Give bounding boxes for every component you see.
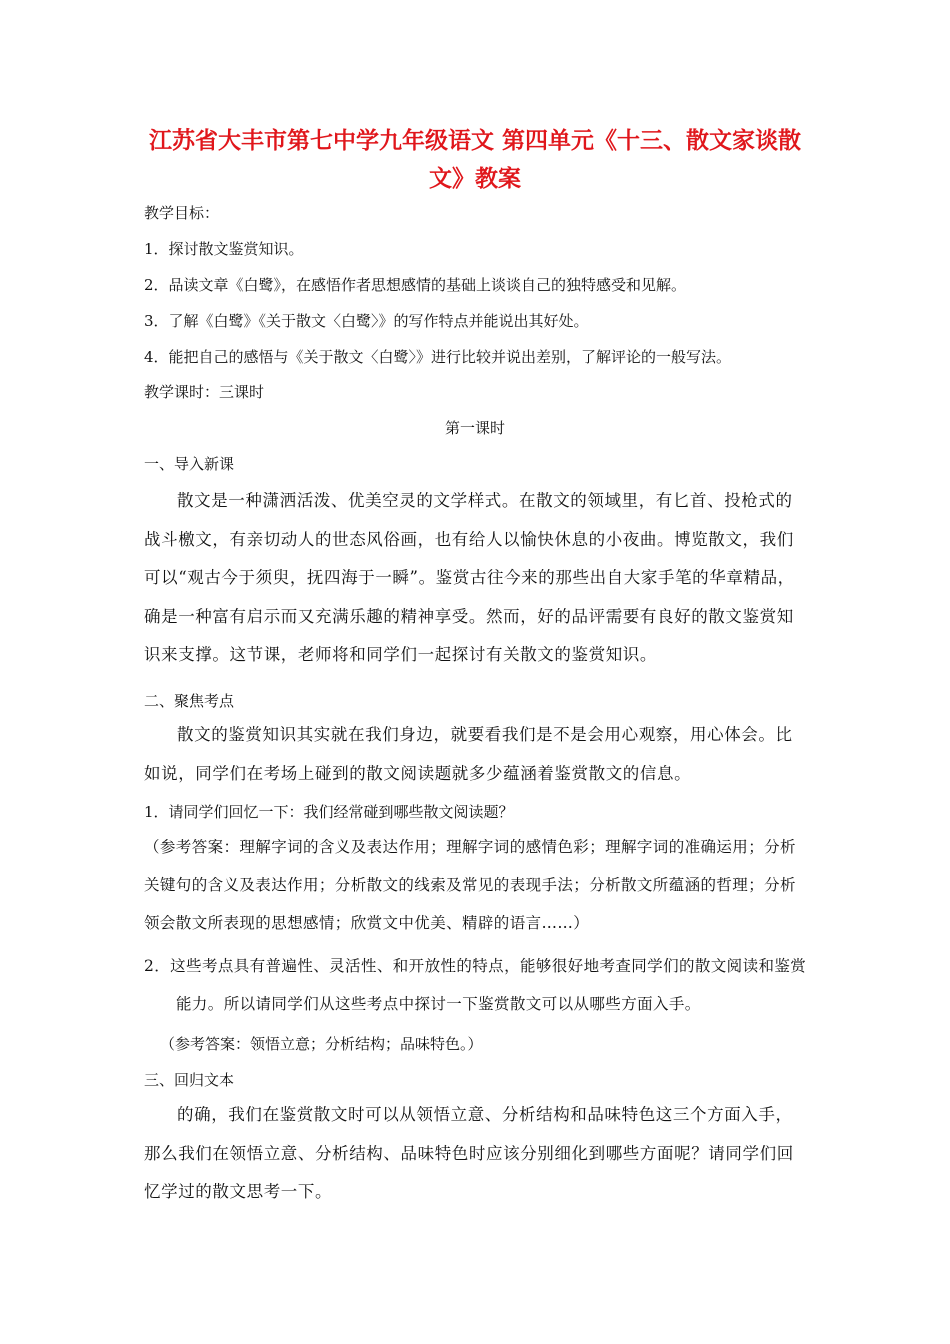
section3-paragraph: 的确，我们在鉴赏散文时可以从领悟立意、分析结构和品味特色这三个方面入手，那么我们在领悟立意、分析结构、品味特色时应该分别细化到哪些方面呢？请同学们回忆学过的散文思考一下。 bbox=[144, 1105, 794, 1202]
question-2: 2．这些考点具有普遍性、灵活性、和开放性的特点，能够很好地考查同学们的散文阅读和鉴赏能力。所以请同学们从这些考点中探讨一下鉴赏散文可以从哪些方面入手。 bbox=[144, 957, 807, 1013]
objective-item-4: 4．能把自己的感悟与《关于散文〈白鹭〉》进行比较并说出差别，了解评论的一般写法。 bbox=[144, 348, 732, 366]
section3-heading: 三、回归文本 bbox=[144, 1071, 235, 1089]
lesson-title: 第一课时 bbox=[444, 419, 505, 437]
question-2-answer: （参考答案：领悟立意；分析结构；品味特色。） bbox=[160, 1035, 483, 1053]
objective-item-3: 3．了解《白鹭》《关于散文〈白鹭〉》的写作特点并能说出其好处。 bbox=[144, 312, 589, 330]
document-title-line1: 江苏省大丰市第七中学九年级语文 第四单元《十三、散文家谈散 bbox=[148, 128, 801, 154]
objective-item-2: 2．品读文章《白鹭》，在感悟作者思想感情的基础上谈谈自己的独特感受和见解。 bbox=[144, 276, 687, 294]
section2-paragraph: 散文的鉴赏知识其实就在我们身边，就要看我们是不是会用心观察，用心体会。比如说，同学们在考场上碰到的散文阅读题就多少蕴涵着鉴赏散文的信息。 bbox=[144, 725, 793, 783]
section1-heading: 一、导入新课 bbox=[144, 455, 235, 473]
document-title-line2: 文》教案 bbox=[429, 166, 521, 192]
objective-item-1: 1．探讨散文鉴赏知识。 bbox=[144, 240, 304, 258]
section1-paragraph: 散文是一种潇洒活泼、优美空灵的文学样式。在散文的领域里，有匕首、投枪式的战斗檄文，有亲切动人的世态风俗画，也有给人以愉快休息的小夜曲。博览散文，我们可以“观古今于须臾，抚四海于一瞬”。鉴赏古往今来的那些出自大家手笔的华章精品，确是一种富有启示而又充满乐趣的精神享受。然而，好的品评需要有良好的散文鉴赏知识来支撑。这节课，老师将和同学们一起探讨有关散文的鉴赏知识。 bbox=[144, 491, 795, 665]
objectives-heading: 教学目标： bbox=[144, 204, 220, 222]
question-1: 1．请同学们回忆一下：我们经常碰到哪些散文阅读题？ bbox=[144, 803, 514, 821]
question-1-answer: （参考答案：理解字词的含义及表达作用；理解字词的感情色彩；理解字词的准确运用；分析关键句的含义及表达作用；分析散文的线索及常见的表现手法；分析散文所蕴涵的哲理；分析领会散文所表现的思想感情；欣赏文中优美、精辟的语言……） bbox=[144, 838, 796, 932]
section2-heading: 二、聚焦考点 bbox=[144, 692, 235, 710]
class-hours: 教学课时：三课时 bbox=[144, 383, 265, 401]
